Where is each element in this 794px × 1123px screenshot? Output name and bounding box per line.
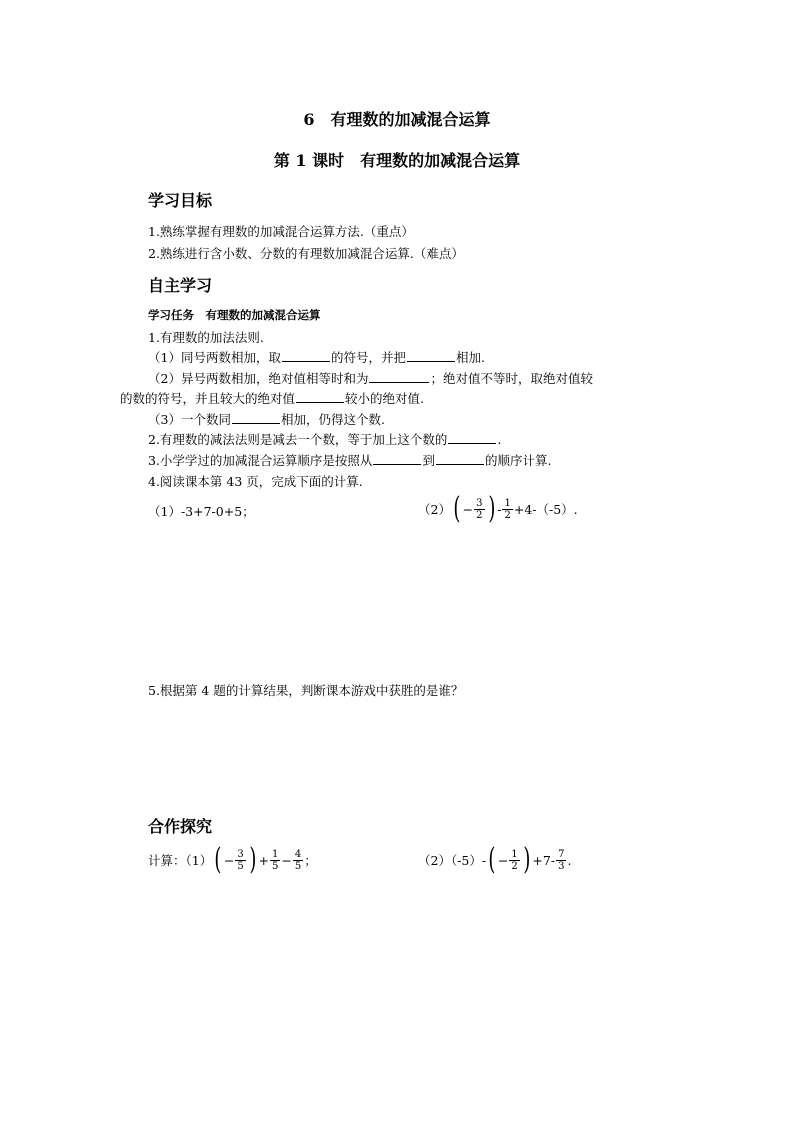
right-paren: )	[249, 842, 257, 877]
minus-sign: −	[497, 852, 509, 868]
q1-1-text-b: 的符号，并把	[330, 350, 406, 365]
fraction	[235, 849, 245, 872]
exercise-2	[418, 842, 572, 877]
q1-2-text-d: 较小的绝对值.	[345, 391, 424, 406]
blank-field[interactable]	[232, 413, 280, 424]
lesson-subtitle: 第 1 课时 有理数的加减混合运算	[273, 151, 521, 170]
numerator: 1	[504, 497, 511, 509]
q1-1-text-a: （1）同号两数相加，取	[148, 350, 281, 365]
q3-text-b: 到	[422, 453, 435, 468]
exercise-prefix: 计算：（1）	[148, 853, 213, 868]
question-4: 4.阅读课本第 43 页，完成下面的计算.	[148, 474, 363, 489]
q3-text-a: 3.小学学过的加减混合运算顺序是按照从	[148, 453, 373, 468]
q3-text-c: 的顺序计算.	[484, 453, 552, 468]
denominator: 5	[271, 860, 279, 872]
operator: −	[281, 852, 292, 868]
numerator: 1	[271, 848, 279, 860]
q1-2-text-a: （2）异号两数相加，绝对值相等时和为	[148, 371, 369, 386]
page-title: 6 有理数的加减混合运算	[303, 110, 491, 129]
question-4-2	[418, 491, 578, 526]
q1-3-text-b: 相加，仍得这个数.	[280, 412, 385, 427]
right-paren: )	[487, 491, 495, 526]
question-5: 5.根据第 4 题的计算结果，判断课本游戏中获胜的是谁？	[148, 683, 464, 698]
blank-field[interactable]	[407, 351, 455, 362]
self-study-heading: 自主学习	[148, 276, 213, 295]
blank-field[interactable]	[436, 454, 484, 465]
expression-tail: .	[567, 852, 572, 868]
numerator: 3	[476, 497, 483, 509]
right-paren: )	[523, 842, 531, 877]
q1-2-text-c: 的数的符号，并且较大的绝对值	[120, 391, 296, 406]
fraction	[556, 849, 566, 872]
task-label: 学习任务 有理数的加减混合运算	[148, 308, 321, 322]
question-1-3	[148, 410, 385, 428]
fraction	[474, 498, 484, 521]
denominator: 2	[504, 509, 511, 521]
q1-1-text-c: 相加.	[455, 350, 485, 365]
expression-mid: +7-	[532, 852, 556, 868]
fraction	[293, 849, 303, 872]
left-paren: (	[488, 842, 496, 877]
goal-item-1: 1.熟练掌握有理数的加减混合运算方法.（重点）	[148, 224, 414, 239]
blank-field[interactable]	[369, 372, 429, 383]
q2-text-b: .	[497, 432, 502, 447]
blank-field[interactable]	[373, 454, 421, 465]
numerator: 7	[558, 848, 565, 860]
question-3	[148, 451, 551, 469]
exercise-label: （2）（-5）-	[418, 853, 487, 868]
left-paren: (	[453, 491, 461, 526]
denominator: 5	[294, 860, 302, 872]
fraction	[270, 849, 280, 872]
exercise-1	[148, 842, 317, 877]
denominator: 5	[237, 860, 244, 872]
q2-text-a: 2.有理数的减法法则是减去一个数，等于加上这个数的	[148, 432, 448, 447]
numerator: 1	[511, 848, 518, 860]
left-paren: (	[214, 842, 222, 877]
cooperate-heading: 合作探究	[148, 817, 213, 836]
question-1-2	[148, 369, 593, 387]
goal-item-2: 2.熟练进行含小数、分数的有理数加减混合运算.（难点）	[148, 246, 464, 261]
denominator: 2	[511, 860, 518, 872]
operator: +	[258, 852, 269, 868]
goals-heading: 学习目标	[148, 191, 213, 210]
question-4-1: （1）-3+7-0+5；	[148, 504, 255, 519]
blank-field[interactable]	[448, 433, 496, 444]
denominator: 3	[558, 860, 565, 872]
q4-2-label: （2）	[418, 502, 451, 517]
fraction	[509, 849, 519, 872]
denominator: 2	[476, 509, 483, 521]
q1-3-text-a: （3）一个数同	[148, 412, 231, 427]
expression-tail: +4-（-5）.	[513, 502, 578, 517]
question-1-2-cont	[120, 389, 424, 407]
numerator: 4	[294, 848, 302, 860]
question-2	[148, 430, 501, 448]
q1-2-text-b: ；绝对值不等时，取绝对值较	[430, 371, 593, 386]
expression-tail: ；	[304, 853, 317, 868]
question-1-1	[148, 348, 485, 366]
blank-field[interactable]	[282, 351, 330, 362]
blank-field[interactable]	[296, 392, 344, 403]
operator: -	[497, 501, 502, 517]
minus-sign: −	[462, 501, 474, 517]
minus-sign: −	[223, 852, 235, 868]
question-1: 1.有理数的加法法则.	[148, 330, 264, 345]
fraction	[502, 498, 512, 521]
numerator: 3	[237, 848, 244, 860]
